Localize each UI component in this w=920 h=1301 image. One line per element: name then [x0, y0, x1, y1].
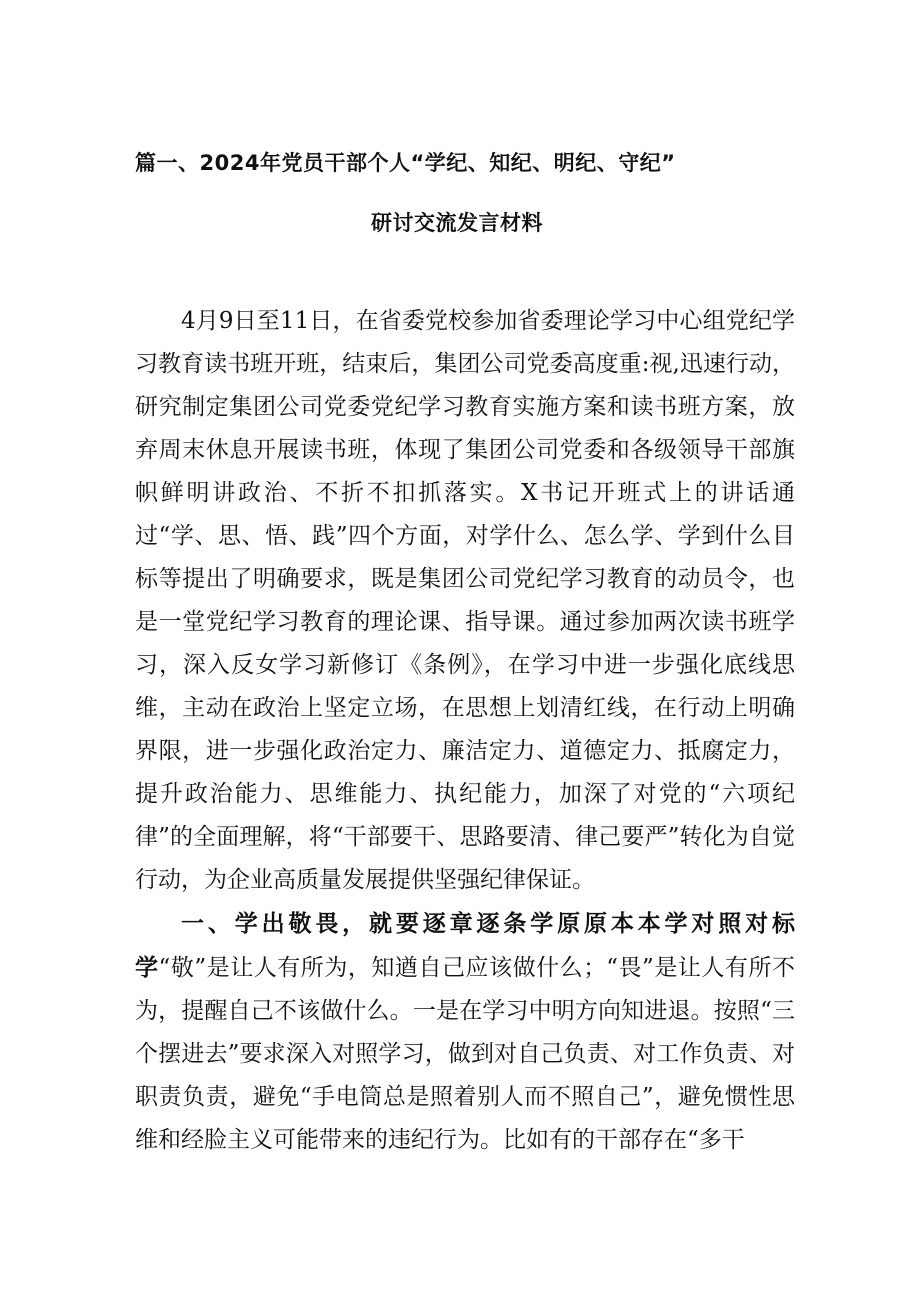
section-1-paragraph — [135, 902, 795, 1162]
document-title-line-2: 研讨交流发言材料 — [371, 211, 543, 235]
document-body — [135, 300, 795, 1162]
document-title-line-1: 篇一、2024年党员干部个人“学纪、知纪、明纪、守纪” — [135, 151, 676, 175]
section-1-heading: 一、学出敬畏，就要逐章逐条学原原本本学对照对标学 — [135, 910, 795, 981]
paragraph-1: 4月9日至11日，在省委党校参加省委理论学习中心组党纪学习教育读书班开班，结束后，集团公司党委高度重:视,迅速行动，研究制定集团公司党委党纪学习教育实施方案和读书班方案，放弃周末休息开展读书班，体现了集团公司党委和各级领导干部旗帜鲜明讲政治、不折不扣抓落实。X书记开班式上的讲话通过“学、思、悟、践”四个方面，对学什么、怎么学、学到什么目标等提出了明确要求，既是集团公司党纪学习教育的动员令，也是一堂党纪学习教育的理论课、指导课。通过参加两次读书班学习，深入反女学习新修订《条例》，在学习中进一步强化底线思维，主动在政治上坚定立场，在思想上划清红线，在行动上明确界限，进一步强化政治定力、廉洁定力、道德定力、抵腐定力，提升政治能力、思维能力、执纪能力，加深了对党的“六项纪律”的全面理解，将“干部要干、思路要清、律己要严”转化为自觉行动，为企业高质量发展提供坚强纪律保证。 — [135, 308, 795, 893]
section-1-text: “敬”是让人有所为，知遒自己应该做什么；“畏”是让人有所不为，提醒自己不该做什么。一是在学习中明方向知进退。按照“三个摆进去”要求深入对照学习，做到对自己负责、对工作负责、对职责负责，避免“手电筒总是照着别人而不照自己”，避免惯性思维和经脸主义可能带来的违纪行为。比如有的干部存在“多干 — [135, 955, 795, 1153]
